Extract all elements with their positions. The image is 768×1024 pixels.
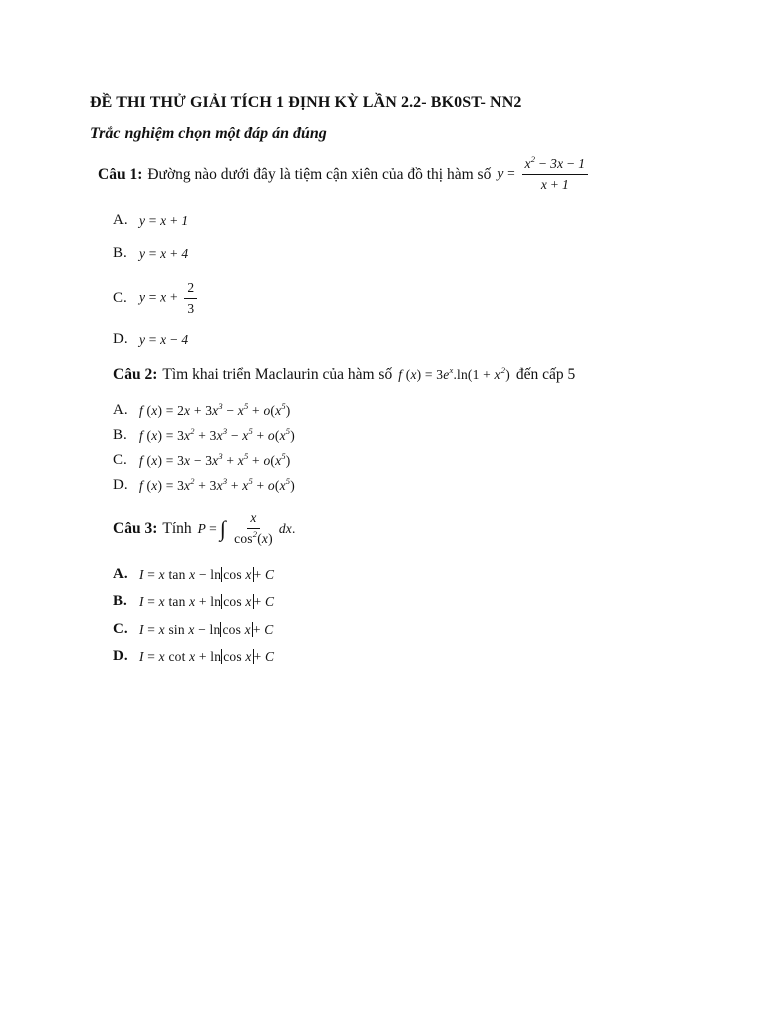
question-3-text: Tính xyxy=(162,519,192,537)
option-formula: f $(x) = 3x - 3x^3 + x^5 + o(x^5)$ xyxy=(139,450,291,468)
question-3-option-a[interactable] xyxy=(113,566,274,583)
option-letter: B. xyxy=(113,245,127,261)
option-letter: C. xyxy=(113,621,128,637)
question-2-option-c[interactable] xyxy=(113,452,290,469)
option-formula: I = x cot x + ln cos x + C xyxy=(139,648,275,664)
option-formula: I = x tan x + ln cos x + C xyxy=(139,593,275,609)
question-3-formula: P = ∫ $\frac{x}{\cos^2(x)}$ dx . xyxy=(197,510,296,546)
question-2-option-d[interactable] xyxy=(113,477,295,494)
question-1-label: Câu 1: xyxy=(98,165,143,183)
option-letter: A. xyxy=(113,212,128,228)
question-1 xyxy=(98,156,591,193)
exam-subtitle: Trắc nghiệm chọn một đáp án đúng xyxy=(90,125,327,142)
option-letter: D. xyxy=(113,648,128,664)
question-1-option-a[interactable] xyxy=(113,212,188,229)
question-3-option-c[interactable] xyxy=(113,621,273,638)
question-2-formula: f $(x) = 3e^x.\ln(1 + x^2)$ xyxy=(398,365,510,382)
question-1-text: Đường nào dưới đây là tiệm cận xiên của đồ thị hàm số xyxy=(147,165,492,183)
question-3-option-b[interactable] xyxy=(113,593,274,610)
option-formula: f $(x) = 2x + 3x^3 - x^5 + o(x^5)$ xyxy=(139,400,291,418)
option-letter: B. xyxy=(113,427,127,443)
question-1-option-b[interactable] xyxy=(113,245,188,262)
question-3 xyxy=(113,510,296,547)
question-1-option-c[interactable] xyxy=(113,280,200,317)
question-2-suffix: đến cấp 5 xyxy=(515,366,576,383)
question-1-option-d[interactable] xyxy=(113,331,188,348)
question-1-formula: y = $\frac{x^2 - 3x - 1}{x + 1}$ xyxy=(497,156,591,193)
question-2 xyxy=(113,366,575,384)
option-letter: C. xyxy=(113,452,127,468)
option-formula: I = x sin x − ln cos x + C xyxy=(139,621,274,637)
question-3-label: Câu 3: xyxy=(113,519,158,537)
option-formula: f $(x) = 3x^2 + 3x^3 + x^5 + o(x^5)$ xyxy=(139,475,295,493)
option-formula: y = x + $\frac{2}{3}$ xyxy=(139,280,200,317)
option-letter: A. xyxy=(113,402,128,418)
question-2-option-b[interactable] xyxy=(113,427,295,444)
integral-sign-icon: ∫ xyxy=(219,515,227,541)
question-2-option-a[interactable] xyxy=(113,402,290,419)
option-formula: y = x + 4 xyxy=(139,245,189,261)
option-letter: D. xyxy=(113,331,128,347)
option-letter: B. xyxy=(113,593,127,609)
option-letter: A. xyxy=(113,566,128,582)
option-letter: C. xyxy=(113,290,127,306)
option-formula: I = x tan x − ln cos x + C xyxy=(139,566,275,582)
option-formula: y = x + 1 xyxy=(139,212,189,228)
option-formula: f $(x) = 3x^2 + 3x^3 - x^5 + o(x^5)$ xyxy=(139,425,295,443)
question-2-text: Tìm khai triển Maclaurin của hàm số xyxy=(162,366,393,383)
option-formula: y = x − 4 xyxy=(139,331,189,347)
question-2-label: Câu 2: xyxy=(113,366,158,383)
option-letter: D. xyxy=(113,477,128,493)
question-3-option-d[interactable] xyxy=(113,648,274,665)
exam-title: ĐỀ THI THỬ GIẢI TÍCH 1 ĐỊNH KỲ LẦN 2.2- BK0ST- NN2 xyxy=(90,94,522,111)
